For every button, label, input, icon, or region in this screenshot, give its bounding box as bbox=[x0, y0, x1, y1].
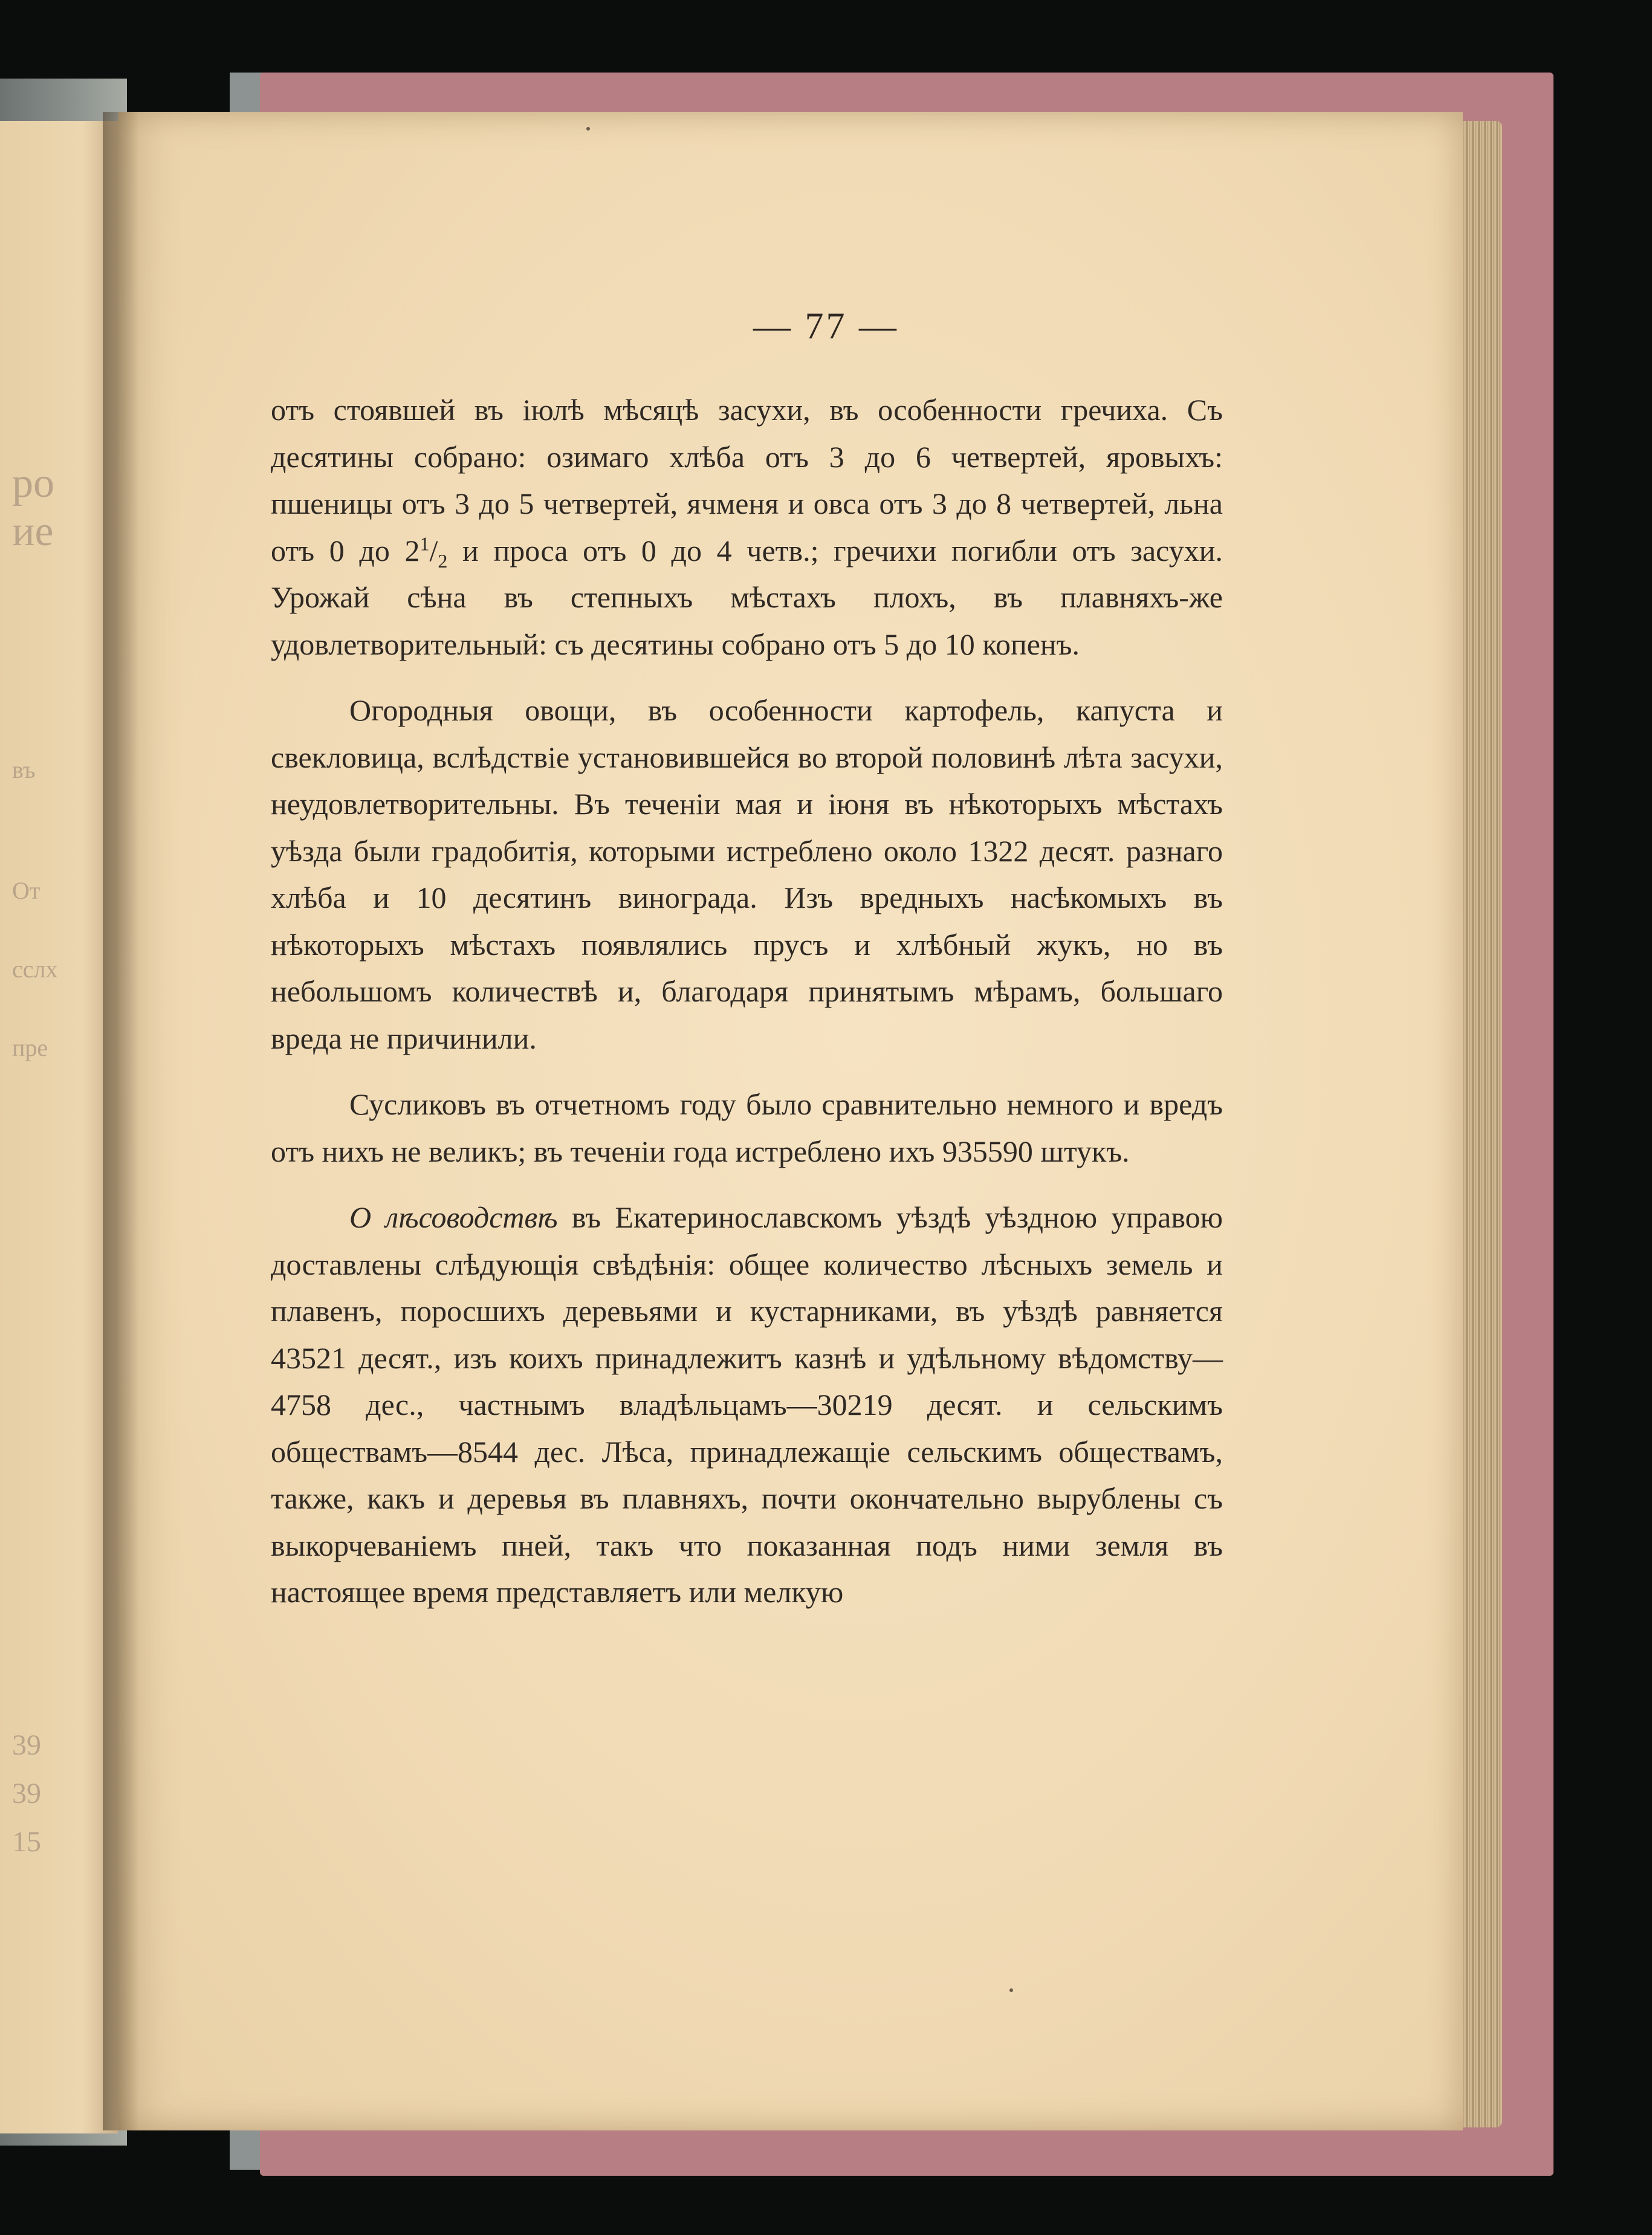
paragraph: отъ стоявшей въ іюлѣ мѣсяцѣ засухи, въ особенности гречиха. Съ десятины собрано: озимаго хлѣба отъ 3 до 6 четвертей, яровыхъ: пшеницы отъ 3 до 5 четвертей, ячменя и овса отъ 3 до 8 четвертей, льна отъ 0 до $2^1/_2$ и проса отъ 0 до 4 четв.; гречихи погибли отъ засухи. Урожай сѣна въ степныхъ мѣстахъ плохъ, въ плавняхъ-же удовлетворительный: съ десятины собрано отъ 5 до 10 копенъ. bbox=[271, 393, 1223, 661]
left-page-ghost-text: ие bbox=[12, 508, 54, 555]
paragraph-text: и проса отъ 0 до 4 четв.; гречихи погибли отъ засухи. Урожай сѣна въ степныхъ мѣстахъ плохъ, въ плавняхъ-же удовлетворительный: съ десятины собрано отъ 5 до 10 копенъ. bbox=[271, 533, 1223, 661]
left-page-ghost-text: въ bbox=[12, 756, 36, 783]
page-number: — 77 — bbox=[753, 306, 899, 347]
left-page-ghost-text: пре bbox=[12, 1034, 48, 1061]
paragraph: Сусликовъ въ отчетномъ году было сравнительно немного и вредъ отъ нихъ не великъ; въ теченіи года истреблено ихъ 935590 штукъ. bbox=[271, 1087, 1223, 1168]
gutter-shadow bbox=[103, 112, 139, 2130]
left-page-ghost-text: 15 bbox=[12, 1826, 41, 1858]
italic-lead: О лѣсоводствѣ bbox=[349, 1200, 558, 1234]
left-page-ghost-text: ро bbox=[12, 460, 54, 506]
left-page-ghost-text: сслх bbox=[12, 956, 58, 983]
left-page-ghost-text: 39 bbox=[12, 1777, 41, 1810]
paper-speck bbox=[1009, 1988, 1013, 1992]
left-page-ghost-text: От bbox=[12, 877, 40, 904]
body-text bbox=[271, 387, 1223, 1616]
paper-speck bbox=[586, 127, 590, 131]
left-page-fragment bbox=[0, 121, 118, 2133]
left-page-ghost-text: 39 bbox=[12, 1729, 41, 1761]
paragraph bbox=[271, 1194, 1223, 1616]
paragraph-text: въ Екатеринославскомъ уѣздѣ уѣздною управою доставлены слѣдующія свѣдѣнія: общее количество лѣсныхъ земель и плавенъ, поросшихъ деревьями и кустарниками, въ уѣздѣ равняется 43521 десят., изъ коихъ принадлежитъ казнѣ и удѣльному вѣдомству—4758 дес., частнымъ владѣльцамъ—30219 десят. и сельскимъ обществамъ—8544 дес. Лѣса, принадлежащіе сельскимъ обществамъ, также, какъ и деревья въ плавняхъ, почти окончательно вырублены съ выкорчеваніемъ пней, такъ что показанная подъ ними земля въ настоящее время представляетъ или мелкую bbox=[271, 1200, 1223, 1609]
fraction-denominator: 2 bbox=[438, 549, 448, 572]
paragraph-text: отъ стоявшей въ іюлѣ мѣсяцѣ засухи, въ особенности гречиха. Съ десятины собрано: озимаго хлѣба отъ 3 до 6 четвертей, яровыхъ: пшеницы отъ 3 до 5 четвертей, ячменя и овса отъ 3 до 8 четвертей, льна отъ 0 до 2 bbox=[271, 393, 1223, 568]
paragraph: Огородныя овощи, въ особенности картофель, капуста и свекловица, вслѣдствіе установившейся во второй половинѣ лѣта засухи, неудовлетворительны. Въ теченіи мая и іюня въ нѣкоторыхъ мѣстахъ уѣзда были градобитія, которыми истреблено около 1322 десят. разнаго хлѣба и 10 десятинъ винограда. Изъ вредныхъ насѣкомыхъ въ нѣкоторыхъ мѣстахъ появлялись прусъ и хлѣбный жукъ, но въ небольшомъ количествѣ и, благодаря принятымъ мѣрамъ, большаго вреда не причинили. bbox=[271, 693, 1223, 1055]
fraction-numerator: 1 bbox=[419, 532, 430, 554]
